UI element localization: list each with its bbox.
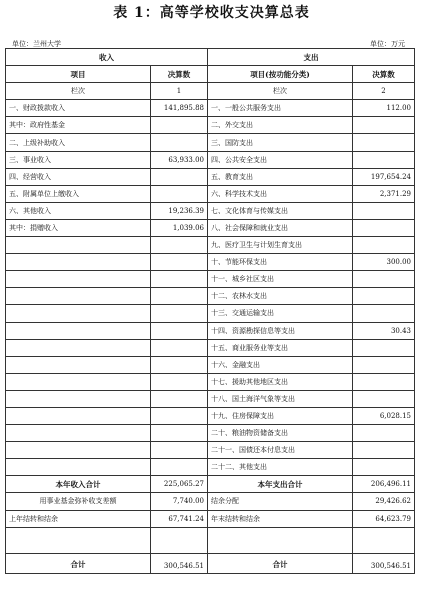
prior-year-carryover-value: 67,741.24 bbox=[151, 510, 208, 527]
expense-amount-cell bbox=[353, 219, 415, 236]
income-item-cell bbox=[6, 425, 151, 442]
year-end-carryover-label: 年末结转和结余 bbox=[208, 510, 353, 527]
column-label-right: 栏次 bbox=[208, 83, 353, 100]
expense-item-cell: 二十一、国债还本付息支出 bbox=[208, 442, 353, 459]
spacer-cell bbox=[6, 527, 151, 553]
spacer-cell bbox=[151, 527, 208, 553]
income-amount-cell bbox=[151, 254, 208, 271]
expense-total-label: 本年支出合计 bbox=[208, 476, 353, 493]
table-row bbox=[6, 407, 415, 424]
table-row bbox=[6, 202, 415, 219]
table-row bbox=[6, 134, 415, 151]
income-amount-cell bbox=[151, 117, 208, 134]
table-row bbox=[6, 271, 415, 288]
fund-offset-value: 7,740.00 bbox=[151, 493, 208, 510]
table-row bbox=[6, 219, 415, 236]
currency-unit-label: 单位：万元 bbox=[370, 40, 405, 48]
expense-item-cell: 五、教育支出 bbox=[208, 168, 353, 185]
expense-item-cell: 二、外交支出 bbox=[208, 117, 353, 134]
budget-table bbox=[5, 48, 415, 574]
income-item-cell bbox=[6, 356, 151, 373]
income-amount-cell bbox=[151, 425, 208, 442]
unit-label: 单位：兰州大学 bbox=[12, 40, 61, 48]
expense-item-cell: 十二、农林水支出 bbox=[208, 288, 353, 305]
expense-amount-cell bbox=[353, 442, 415, 459]
income-total-value: 225,065.27 bbox=[151, 476, 208, 493]
income-amount-cell bbox=[151, 134, 208, 151]
expense-item-cell: 一、一般公共服务支出 bbox=[208, 100, 353, 117]
grand-total-value-left: 300,546.51 bbox=[151, 553, 208, 573]
column-number-left: 1 bbox=[151, 83, 208, 100]
income-item-cell bbox=[6, 305, 151, 322]
expense-amount-header: 决算数 bbox=[353, 66, 415, 83]
income-section-header: 收入 bbox=[6, 49, 208, 66]
income-amount-cell: 141,895.88 bbox=[151, 100, 208, 117]
income-amount-cell bbox=[151, 356, 208, 373]
income-amount-cell bbox=[151, 407, 208, 424]
income-item-cell bbox=[6, 373, 151, 390]
table-row bbox=[6, 254, 415, 271]
income-amount-cell bbox=[151, 322, 208, 339]
expense-item-cell: 十八、国土海洋气象等支出 bbox=[208, 390, 353, 407]
expense-amount-cell bbox=[353, 271, 415, 288]
expense-item-cell: 十九、住房保障支出 bbox=[208, 407, 353, 424]
table-row bbox=[6, 442, 415, 459]
income-amount-cell bbox=[151, 271, 208, 288]
expense-amount-cell bbox=[353, 339, 415, 356]
expense-amount-cell: 112.00 bbox=[353, 100, 415, 117]
expense-item-cell: 十三、交通运输支出 bbox=[208, 305, 353, 322]
table-row bbox=[6, 151, 415, 168]
expense-total-value: 206,496.11 bbox=[353, 476, 415, 493]
grand-total-label-left: 合计 bbox=[6, 553, 151, 573]
income-item-cell bbox=[6, 271, 151, 288]
income-item-cell bbox=[6, 407, 151, 424]
table-row bbox=[6, 305, 415, 322]
expense-amount-cell bbox=[353, 305, 415, 322]
table-row bbox=[6, 322, 415, 339]
income-amount-cell bbox=[151, 305, 208, 322]
expense-amount-cell bbox=[353, 151, 415, 168]
column-label-left: 栏次 bbox=[6, 83, 151, 100]
income-amount-header: 决算数 bbox=[151, 66, 208, 83]
expense-amount-cell: 2,371.29 bbox=[353, 185, 415, 202]
expense-item-header: 项目(按功能分类) bbox=[208, 66, 353, 83]
expense-item-cell: 四、公共安全支出 bbox=[208, 151, 353, 168]
expense-item-cell: 十五、商业服务业等支出 bbox=[208, 339, 353, 356]
expense-amount-cell bbox=[353, 202, 415, 219]
table-row bbox=[6, 100, 415, 117]
table-row bbox=[6, 185, 415, 202]
expense-amount-cell: 6,028.15 bbox=[353, 407, 415, 424]
expense-amount-cell bbox=[353, 373, 415, 390]
table-row bbox=[6, 425, 415, 442]
expense-amount-cell: 30.43 bbox=[353, 322, 415, 339]
table-row bbox=[6, 339, 415, 356]
expense-item-cell: 十七、援助其他地区支出 bbox=[208, 373, 353, 390]
income-item-cell bbox=[6, 322, 151, 339]
expense-amount-cell bbox=[353, 134, 415, 151]
income-amount-cell bbox=[151, 288, 208, 305]
income-item-header: 项目 bbox=[6, 66, 151, 83]
income-amount-cell bbox=[151, 390, 208, 407]
income-amount-cell: 63,933.00 bbox=[151, 151, 208, 168]
income-amount-cell bbox=[151, 168, 208, 185]
income-amount-cell bbox=[151, 442, 208, 459]
column-number-right: 2 bbox=[353, 83, 415, 100]
income-item-cell: 其中：捐赠收入 bbox=[6, 219, 151, 236]
fund-offset-label: 用事业基金弥补收支差额 bbox=[6, 493, 151, 510]
income-amount-cell bbox=[151, 373, 208, 390]
table-row bbox=[6, 390, 415, 407]
expense-amount-cell bbox=[353, 356, 415, 373]
income-amount-cell bbox=[151, 185, 208, 202]
income-item-cell bbox=[6, 390, 151, 407]
expense-item-cell: 十、节能环保支出 bbox=[208, 254, 353, 271]
spacer-cell bbox=[208, 527, 353, 553]
income-amount-cell bbox=[151, 237, 208, 254]
table-row bbox=[6, 117, 415, 134]
income-item-cell bbox=[6, 237, 151, 254]
table-row bbox=[6, 373, 415, 390]
income-amount-cell bbox=[151, 339, 208, 356]
table-row bbox=[6, 168, 415, 185]
grand-total-value-right: 300,546.51 bbox=[353, 553, 415, 573]
spacer-cell bbox=[353, 527, 415, 553]
surplus-distribution-label: 结余分配 bbox=[208, 493, 353, 510]
income-amount-cell bbox=[151, 459, 208, 476]
expense-item-cell: 三、国防支出 bbox=[208, 134, 353, 151]
expense-item-cell: 二十二、其他支出 bbox=[208, 459, 353, 476]
prior-year-carryover-label: 上年结转和结余 bbox=[6, 510, 151, 527]
income-item-cell: 一、财政拨款收入 bbox=[6, 100, 151, 117]
table-row bbox=[6, 356, 415, 373]
income-item-cell bbox=[6, 339, 151, 356]
expense-item-cell: 十一、城乡社区支出 bbox=[208, 271, 353, 288]
income-item-cell: 二、上级补助收入 bbox=[6, 134, 151, 151]
expense-item-cell: 十六、金融支出 bbox=[208, 356, 353, 373]
expense-item-cell: 二十、粮油物资储备支出 bbox=[208, 425, 353, 442]
expense-amount-cell bbox=[353, 390, 415, 407]
income-item-cell bbox=[6, 459, 151, 476]
table-row bbox=[6, 459, 415, 476]
income-item-cell: 五、附属单位上缴收入 bbox=[6, 185, 151, 202]
expense-amount-cell bbox=[353, 117, 415, 134]
expense-item-cell: 八、社会保障和就业支出 bbox=[208, 219, 353, 236]
income-total-label: 本年收入合计 bbox=[6, 476, 151, 493]
expense-item-cell: 七、文化体育与传媒支出 bbox=[208, 202, 353, 219]
expense-amount-cell bbox=[353, 288, 415, 305]
income-amount-cell: 1,039.06 bbox=[151, 219, 208, 236]
income-item-cell bbox=[6, 442, 151, 459]
expense-section-header: 支出 bbox=[208, 49, 415, 66]
income-item-cell: 四、经营收入 bbox=[6, 168, 151, 185]
expense-amount-cell bbox=[353, 237, 415, 254]
page-title: 表 1：高等学校收支决算总表 bbox=[113, 5, 310, 21]
year-end-carryover-value: 64,623.79 bbox=[353, 510, 415, 527]
table-row bbox=[6, 237, 415, 254]
grand-total-label-right: 合计 bbox=[208, 553, 353, 573]
expense-amount-cell: 300.00 bbox=[353, 254, 415, 271]
income-item-cell: 六、其他收入 bbox=[6, 202, 151, 219]
expense-amount-cell bbox=[353, 459, 415, 476]
surplus-distribution-value: 29,426.62 bbox=[353, 493, 415, 510]
expense-amount-cell bbox=[353, 425, 415, 442]
income-item-cell: 三、事业收入 bbox=[6, 151, 151, 168]
expense-item-cell: 六、科学技术支出 bbox=[208, 185, 353, 202]
expense-item-cell: 九、医疗卫生与计划生育支出 bbox=[208, 237, 353, 254]
expense-item-cell: 十四、资源勘探信息等支出 bbox=[208, 322, 353, 339]
table-row bbox=[6, 288, 415, 305]
income-item-cell bbox=[6, 288, 151, 305]
income-amount-cell: 19,236.39 bbox=[151, 202, 208, 219]
income-item-cell: 其中：政府性基金 bbox=[6, 117, 151, 134]
expense-amount-cell: 197,654.24 bbox=[353, 168, 415, 185]
income-item-cell bbox=[6, 254, 151, 271]
